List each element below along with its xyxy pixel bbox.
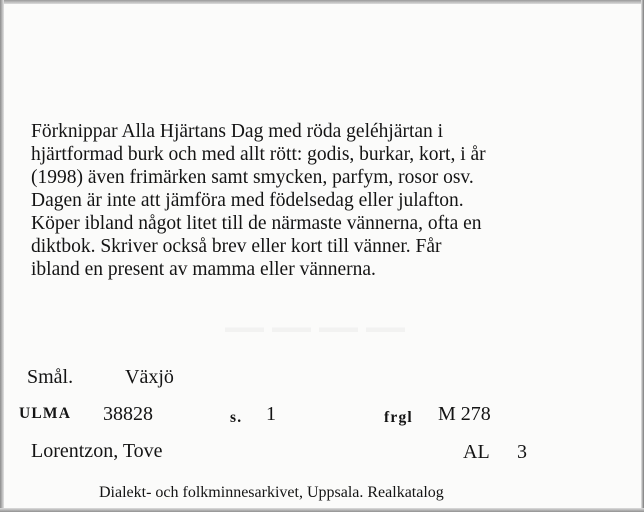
region-label: Smål.	[27, 366, 74, 388]
question-label: frgl	[384, 409, 413, 426]
al-value: 3	[517, 441, 527, 463]
body-line: Dagen är inte att jämföra med födelsedag eller julafton.	[31, 190, 464, 211]
body-line: (1998) även frimärken samt smycken, parfym, rosor osv.	[31, 167, 474, 188]
archive-number: 38828	[103, 403, 153, 425]
card-edge-bottom	[0, 508, 644, 512]
page-label: s.	[230, 409, 243, 426]
archive-label: ULMA	[19, 405, 72, 422]
show-through-watermark	[225, 278, 413, 369]
footer-institution: Dialekt- och folkminnesarkivet, Uppsala. Realkatalog	[99, 484, 444, 501]
card-body-text	[31, 120, 631, 281]
page-number: 1	[266, 403, 276, 425]
body-line: Förknippar Alla Hjärtans Dag med röda geléhjärtan i	[31, 121, 444, 142]
card-edge-left	[0, 0, 4, 512]
body-line: Köper ibland något litet till de närmaste vännerna, ofta en	[31, 213, 482, 234]
informant-name: Lorentzon, Tove	[31, 440, 163, 462]
body-line: diktbok. Skriver också brev eller kort till vänner. Får	[31, 236, 442, 257]
body-line: ibland en present av mamma eller vännerna.	[31, 259, 376, 280]
card-edge-top	[0, 0, 644, 4]
al-label: AL	[463, 441, 490, 463]
question-number: M 278	[438, 403, 491, 425]
town-label: Växjö	[125, 366, 174, 388]
body-line: hjärtformad burk och med allt rött: godis, burkar, kort, i år	[31, 144, 486, 165]
